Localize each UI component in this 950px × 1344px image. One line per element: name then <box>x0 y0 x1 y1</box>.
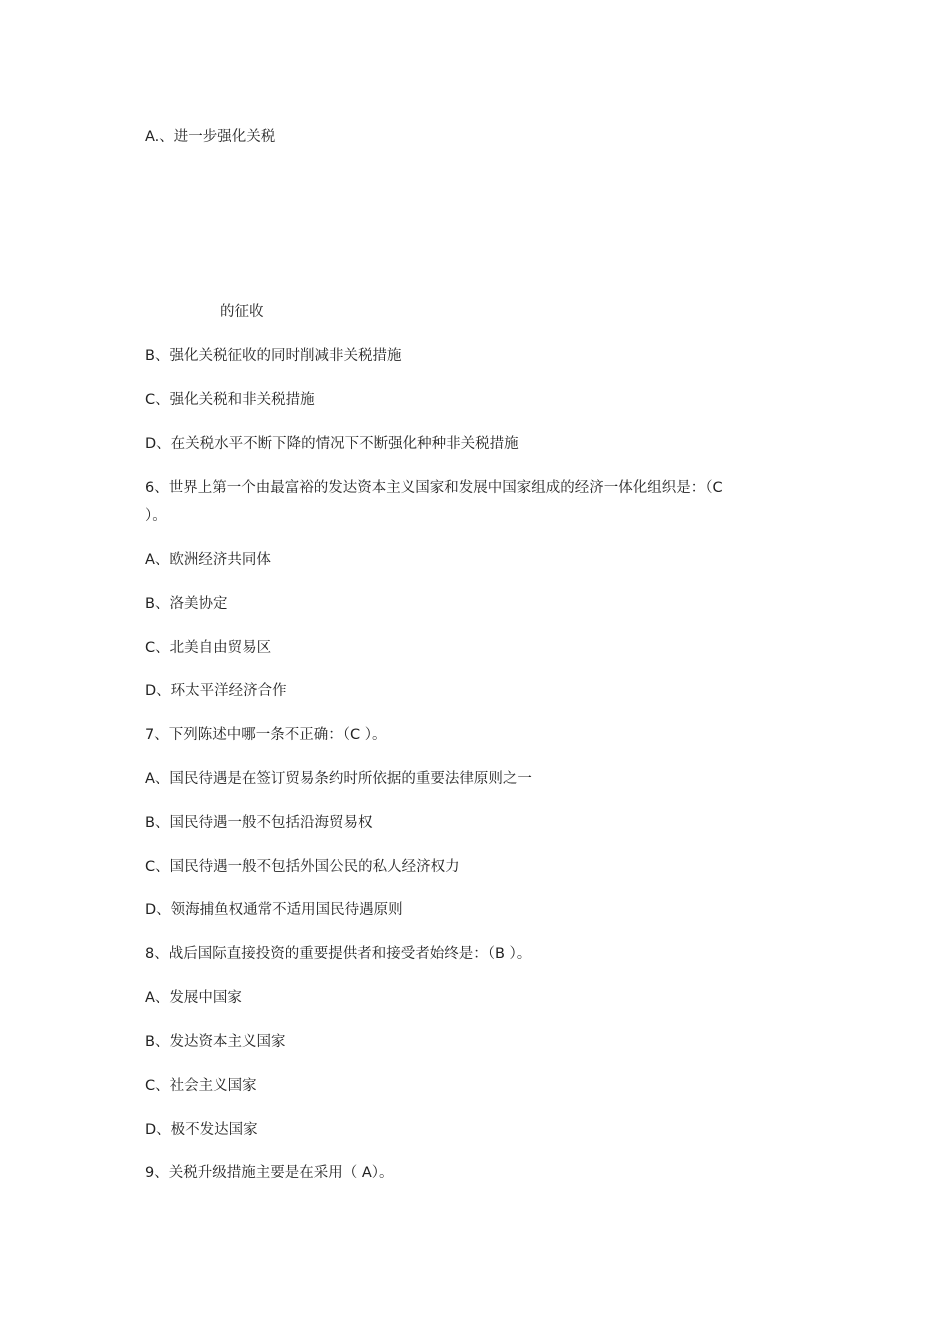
option-d-q6: D、环太平洋经济合作 <box>145 683 287 699</box>
option-a-q7: A、国民待遇是在签订贸易条约时所依据的重要法律原则之一 <box>145 771 532 787</box>
question-6: 6、世界上第一个由最富裕的发达资本主义国家和发展中国家组成的经济一体化组织是：（C <box>145 480 723 496</box>
option-c-q7: C、国民待遇一般不包括外国公民的私人经济权力 <box>145 859 460 875</box>
question-7: 7、下列陈述中哪一条不正确：（C ）。 <box>145 727 387 743</box>
option-a-q5-continued: 的征收 <box>220 304 264 320</box>
option-d-q8: D、极不发达国家 <box>145 1122 258 1138</box>
option-b-q7: B、国民待遇一般不包括沿海贸易权 <box>145 815 373 831</box>
option-c-q5: C、强化关税和非关税措施 <box>145 392 315 408</box>
option-a-q6: A、欧洲经济共同体 <box>145 552 271 568</box>
option-b-q5: B、强化关税征收的同时削减非关税措施 <box>145 348 402 364</box>
option-a-q5: A.、进一步强化关税 <box>145 129 276 145</box>
option-c-q6: C、北美自由贸易区 <box>145 640 272 656</box>
option-d-q5: D、在关税水平不断下降的情况下不断强化种种非关税措施 <box>145 436 519 452</box>
question-6-continued: ）。 <box>145 508 167 524</box>
question-9: 9、关税升级措施主要是在采用（ A）。 <box>145 1165 394 1181</box>
option-b-q8: B、发达资本主义国家 <box>145 1034 286 1050</box>
option-b-q6: B、洛美协定 <box>145 596 228 612</box>
option-d-q7: D、领海捕鱼权通常不适用国民待遇原则 <box>145 902 403 918</box>
option-c-q8: C、社会主义国家 <box>145 1078 257 1094</box>
question-8: 8、战后国际直接投资的重要提供者和接受者始终是：（B ）。 <box>145 946 532 962</box>
option-a-q8: A、发展中国家 <box>145 990 242 1006</box>
